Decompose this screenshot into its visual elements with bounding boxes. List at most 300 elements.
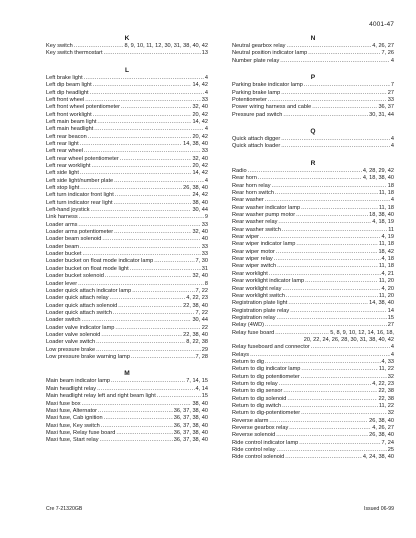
entry-pages: 11, 18 [378,241,394,248]
index-entry [46,415,208,422]
entry-pages: 7, 14, 15 [186,378,208,385]
dot-leader [102,236,200,243]
index-entry [232,388,394,395]
entry-label: Left-hand joystick [46,207,90,214]
index-entry [232,381,394,388]
entry-pages: 4, 20 [381,285,394,292]
index-entry [232,190,394,197]
index-entry [46,310,208,317]
index-entry [232,359,394,366]
entry-pages: 38, 40 [192,199,208,206]
dot-leader [280,58,390,65]
dot-leader [282,286,380,293]
entry-pages: 7, 22 [195,309,208,316]
entry-label: Left dip beam light [46,82,92,89]
entry-pages: 4 [390,57,394,64]
index-entry [232,366,394,373]
index-entry [46,97,208,104]
entry-label: Return to dig switch [232,403,282,409]
entry-pages: 22, 38 [378,388,394,395]
entry-pages: 4, 21 [381,270,394,277]
entry-label: Left brake light [46,74,83,81]
entry-label: Loader valve solenoid [46,331,101,338]
index-entry [46,156,208,163]
index-entry [232,234,394,241]
entry-label: Link harness [46,214,78,221]
index-entry [232,432,394,439]
entry-pages: 7, 22 [195,287,208,294]
entry-pages: 15 [201,393,208,400]
entry-pages: 4, 22, 23 [186,295,208,302]
index-entry [232,263,394,270]
index-entry [46,423,208,430]
entry-label: Loader quick attach solenoid [46,302,118,309]
index-entry [232,136,394,143]
index-entry [232,403,394,410]
entry-pages: 15 [387,314,394,321]
index-entry [46,170,208,177]
index-entry [232,197,394,204]
entry-pages: 36, 37, 38, 40 [173,415,208,422]
dot-leader [130,266,201,273]
dot-leader [91,207,192,214]
dot-leader [312,104,377,111]
index-entry [232,249,394,256]
entry-label: Loader quick attach relay [46,295,109,302]
entry-pages: 11, 18 [378,263,394,270]
section-spacer [232,151,394,159]
dot-leader [113,310,195,317]
dot-leader [301,205,378,212]
entry-label: Rear washer relay [232,219,278,226]
entry-pages: 22, 38 [378,395,394,402]
entry-pages: 7, 24 [381,439,394,446]
entry-pages: 18 [387,182,394,189]
entry-pages: 7 [390,82,394,89]
entry-label: Reverse solenoid [232,432,276,439]
dot-leader [269,418,368,425]
dot-leader [80,170,191,177]
index-entry [232,418,394,425]
entry-label: Main beam indicator lamp [46,378,111,385]
entry-pages: 31 [201,265,208,272]
entry-pages: 25 [387,447,394,454]
entry-label: Left front wheel potentiometer [46,104,121,111]
entry-pages: 4, 24, 38, 40 [362,454,394,461]
dot-leader [276,249,378,256]
dot-leader [278,219,371,226]
index-entry [46,119,208,126]
issue-date: Issued 06-99 [364,506,394,512]
dot-leader [157,393,201,400]
index-entry [232,104,394,111]
dot-leader [268,97,387,104]
index-entry [232,227,394,234]
dot-leader [131,354,195,361]
entry-pages: 4 [204,74,208,81]
entry-pages: 22, 38, 40 [183,302,208,309]
entry-pages: 33 [387,96,394,103]
dot-leader [265,197,390,204]
index-entry [232,315,394,322]
index-entry [46,75,208,82]
entry-label: Left side light [46,170,79,177]
dot-leader [296,212,368,219]
entry-pages: 32 [387,373,394,380]
dot-leader [97,386,194,393]
index-entry [232,168,394,175]
entry-pages: 36, 37, 38, 40 [173,422,208,429]
entry-label: Left turn indicator rear light [46,199,113,206]
entry-pages: 36, 37 [378,104,394,111]
entry-label: Left rear beacon [46,133,87,140]
entry-label: Rear worklight indicator lamp [232,278,305,285]
entry-label: Low pressure brake [46,346,96,353]
dot-leader [281,90,387,97]
entry-pages: 20, 42 [192,133,208,140]
index-entry [46,192,208,199]
dot-leader [283,388,377,395]
entry-pages: 4 [390,197,394,204]
entry-pages: 7, 28 [195,353,208,360]
document-code: Cre 7-21320GB [46,506,83,512]
entry-pages: 27 [387,89,394,96]
entry-label: Rear horn switch [232,190,274,197]
entry-label: Maxi fuse, Alternator [46,407,97,414]
index-entry [232,82,394,89]
dot-leader [100,437,173,444]
dot-leader [96,347,201,354]
entry-pages: 4 [390,344,394,351]
entry-label: Power wiring harness and cable [232,104,312,111]
entry-label: Loader switch [46,317,81,324]
entry-pages: 26, 38, 40 [369,432,394,439]
entry-label: Reverse alarm [232,417,269,424]
dot-leader [116,430,172,437]
entry-label: Loader beam solenoid [46,236,102,243]
entry-label: Rear washer [232,197,264,204]
dot-leader [80,244,201,251]
dot-leader [285,454,362,461]
index-entry [232,212,394,219]
entry-label: Rear washer indicator lamp [232,204,301,211]
entry-label: Registration relay [232,314,276,321]
entry-label: Key switch thermostart [46,50,103,57]
index-entry [46,288,208,295]
dot-leader [85,97,201,104]
dot-leader [269,271,381,278]
entry-label: Rear worklight [232,270,268,277]
entry-pages: 4, 19 [381,234,394,241]
left-column [46,34,208,462]
entry-label: Main headlight relay [46,385,97,392]
section-heading: P [310,74,316,82]
index-entry [232,293,394,300]
entry-label: Rear worklight relay [232,285,282,292]
index-entry [232,322,394,329]
entry-label: Left rear light [46,140,79,147]
dot-leader [286,43,371,50]
dot-leader [105,273,192,280]
entry-pages: 18, 38, 40 [369,212,394,219]
entry-pages: 7, 26 [381,50,394,57]
index-entry [232,58,394,65]
entry-pages: 4 [204,89,208,96]
entry-pages: 8, 22, 38 [186,339,208,346]
entry-label: Neutral gearbox relay [232,43,286,49]
entry-pages: 4 [390,351,394,358]
dot-leader [74,43,124,50]
entry-label: Parking brake lamp [232,89,281,96]
entry-pages: 36, 37, 38, 40 [173,407,208,414]
index-entry [232,143,394,150]
entry-pages: 11, 18 [378,190,394,197]
section-heading: M [124,370,130,378]
dot-leader [88,134,192,141]
entry-label: Parking brake indicator lamp [232,82,303,89]
entry-pages: 20, 22, 24, 26, 28, 30, 31, 38, 40, 42 [303,336,394,343]
entry-pages: 26, 38, 40 [183,185,208,192]
index-entry [46,104,208,111]
index-entry [46,43,208,50]
entry-label: Return to dig indicator lamp [232,366,301,373]
dot-leader [275,330,329,337]
index-entry [46,332,208,339]
entry-pages: 36, 37, 38, 40 [173,437,208,444]
index-entry [232,205,394,212]
dot-leader [101,423,173,430]
dot-leader [296,241,377,248]
dot-leader [279,381,372,388]
entry-pages: 4, 22, 23 [372,380,394,387]
entry-pages: 8, 9, 10, 11, 12, 30, 31, 38, 40, 42 [124,43,208,49]
index-entry [232,183,394,190]
dot-leader [91,163,191,170]
entry-label: Return to dig sensor [232,388,283,395]
entry-pages: 33 [201,243,208,250]
index-entry [232,175,394,182]
entry-pages: 36, 37, 38, 40 [173,429,208,436]
index-entry [232,352,394,359]
entry-label: Left dip headlight [46,89,89,96]
index-entry [232,374,394,381]
entry-label: Pressure pad switch [232,111,283,118]
entry-label: Rear wiper [232,234,260,241]
dot-leader [301,374,387,381]
dot-leader [90,90,204,97]
entry-pages: 14, 42 [192,170,208,177]
entry-label: Left turn indicator front light [46,192,114,199]
index-entry [232,256,394,263]
index-entry [46,339,208,346]
dot-leader [282,227,387,234]
entry-label: Left main headlight [46,126,94,133]
index-entry [46,295,208,302]
entry-label: Rear horn [232,175,257,182]
section-heading: N [310,35,316,42]
dot-leader [258,175,362,182]
index-entry [46,437,208,444]
dot-leader [281,143,390,150]
dot-leader [114,178,204,185]
dot-leader [277,263,378,270]
dot-leader [154,258,194,265]
entry-label: Main headlight relay left and right beam light [46,393,156,400]
index-entry [232,396,394,403]
entry-label: Return to dig [232,358,265,365]
index-entry [232,90,394,97]
entry-label: Relay fuseboard and connector [232,344,310,351]
entry-label: Rear washer switch [232,226,281,233]
entry-label: Return to dig relay [232,380,278,387]
section-spacer [232,65,394,73]
dot-leader [93,82,192,89]
dot-leader [311,344,390,351]
entry-pages: 14, 42 [192,118,208,125]
entry-pages: 24, 42 [192,192,208,199]
dot-leader [84,148,201,155]
index-entry [232,425,394,432]
entry-pages: 32, 40 [192,229,208,236]
index-entry [46,347,208,354]
entry-label: Number plate relay [232,57,280,64]
index-entry [46,134,208,141]
entry-label: Ride control solenoid [232,454,285,461]
entry-pages: 33 [201,221,208,228]
dot-leader [308,50,380,57]
dot-leader [248,168,362,175]
index-entry [46,214,208,221]
entry-pages: 4, 28, 29, 42 [362,168,394,174]
index-entry [46,141,208,148]
entry-pages: 4, 18, 38, 40 [362,175,394,182]
dot-leader [97,119,191,126]
index-entry [46,200,208,207]
entry-label: Loader beam [46,243,79,250]
index-entry [46,266,208,273]
entry-pages: 7, 30 [195,258,208,265]
entry-label: Loader bucket [46,251,82,258]
dot-leader [104,415,173,422]
entry-label: Ride control relay [232,447,276,454]
dot-leader [118,303,182,310]
index-entry [46,273,208,280]
entry-label: Maxi fuse, Start relay [46,437,99,444]
dot-leader [301,366,377,373]
entry-label: Quick attach digger [232,136,281,143]
index-entry [232,43,394,50]
section-heading: L [124,66,130,74]
index-entry [46,207,208,214]
dot-leader [282,403,378,410]
entry-label: Left rear wheel potentiometer [46,155,119,162]
index-entry [232,241,394,248]
entry-pages: 38, 40 [192,400,208,407]
dot-leader [110,295,186,302]
dot-leader [277,447,387,454]
entry-label: Registration plate relay [232,307,290,314]
index-entry [46,401,208,408]
dot-leader [111,378,185,385]
entry-pages: 32, 40 [192,273,208,280]
dot-leader [275,190,378,197]
entry-label: Left rear worklight [46,163,91,169]
dot-leader [260,234,381,241]
index-entry [232,410,394,417]
dot-leader [80,185,182,192]
dot-leader [78,222,200,229]
entry-pages: 33 [201,251,208,258]
entry-label: Loader bucket on float mode light [46,265,129,272]
index-entry [232,112,394,119]
entry-pages: 4 [204,177,208,184]
dot-leader [82,401,192,408]
index-entry [46,281,208,288]
section-spacer [46,58,208,66]
entry-label: Return to dig solenoid [232,395,287,402]
page-number: 4001-47 [369,21,394,28]
dot-leader [98,408,173,415]
entry-label: Registration plate light [232,300,288,307]
entry-pages: 14, 38, 40 [183,140,208,147]
entry-label: Maxi fuse, Relay fuse board [46,429,116,436]
index-entry [46,236,208,243]
entry-pages: 8 [204,280,208,287]
index-entry [46,112,208,119]
dot-leader [114,200,192,207]
entry-pages: 30, 44 [192,317,208,324]
entry-pages: 11, 20 [378,278,394,285]
entry-pages: 30, 31, 44 [369,111,394,118]
dot-leader [80,141,182,148]
dot-leader [289,425,371,432]
entry-pages: 11, 20 [378,292,394,299]
index-entry [46,222,208,229]
dot-leader [84,75,204,82]
dot-leader [288,300,368,307]
dot-leader [114,229,191,236]
entry-label: Return to dig potentiometer [232,373,300,380]
dot-leader [272,183,387,190]
dot-leader [290,308,387,315]
dot-leader [120,156,192,163]
index-entry [46,354,208,361]
entry-label: Left stop light [46,185,80,192]
section-spacer [46,361,208,369]
entry-label: Key switch [46,43,73,49]
entry-pages: 32, 40 [192,155,208,162]
entry-pages: 9 [204,214,208,221]
entry-label: Loader valve indicator lamp [46,324,115,331]
entry-pages: 32 [387,410,394,417]
index-entry [232,271,394,278]
dot-leader [121,104,191,111]
entry-pages: 4, 18, 19 [372,219,394,226]
dot-leader [276,432,368,439]
index-entry [232,50,394,57]
index-entry [46,50,208,57]
entry-label: Left front worklight [46,111,92,118]
entry-label: Loader arms potentiometer [46,229,114,236]
entry-pages: 4, 14 [195,385,208,392]
entry-label: Maxi fuse, Cab ignition [46,415,103,422]
entry-label: Rear wiper indicator lamp [232,241,296,248]
dot-leader [283,112,368,119]
index-entry [46,378,208,385]
entry-label: Maxi fuse box [46,400,81,407]
index-entry [46,178,208,185]
index-entry [232,337,394,344]
